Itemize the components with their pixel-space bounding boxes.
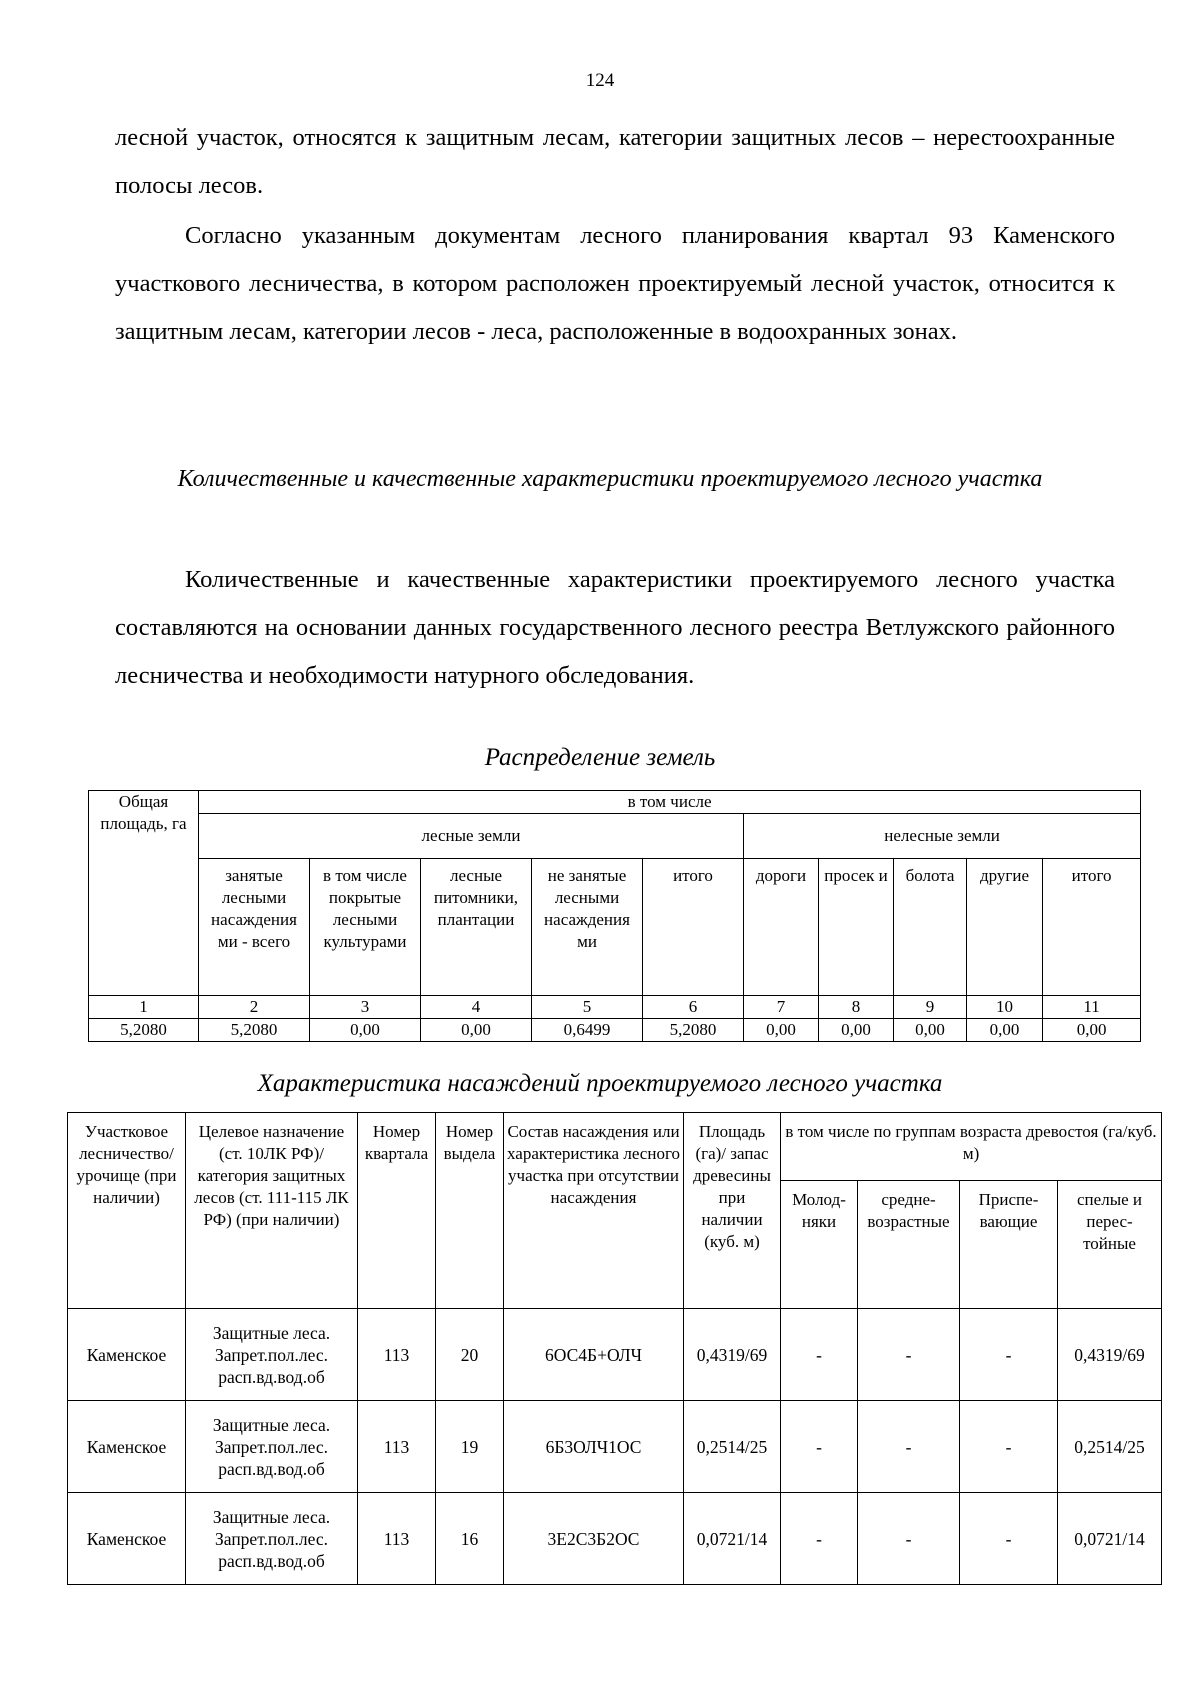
cell-maturing: - — [960, 1309, 1058, 1401]
cell-quarter: 113 — [358, 1493, 436, 1585]
table-row — [68, 1493, 1162, 1585]
cell-purpose: Защитные леса. Запрет.пол.лес. расп.вд.вод.об — [186, 1309, 358, 1401]
value-cell: 5,2080 — [643, 1019, 744, 1042]
table-row — [68, 1309, 1162, 1401]
value-cell: 5,2080 — [89, 1019, 199, 1042]
col-header: лесные питомники, плантации — [421, 859, 532, 996]
cell-quarter: 113 — [358, 1401, 436, 1493]
col-number: 6 — [643, 996, 744, 1019]
cell-maturing: - — [960, 1493, 1058, 1585]
col-number: 9 — [894, 996, 967, 1019]
header-total-area: Общая площадь, га — [89, 791, 199, 996]
header-section: Номер выдела — [436, 1113, 504, 1309]
header-mature: спелые и перес-тойные — [1058, 1181, 1162, 1309]
section-paragraph: Количественные и качественные характеристики проектируемого лесного участка составляются на основании данных государственного лесного реестра Ветлужского районного лесничества и необходимости натурного обследования. — [115, 566, 1115, 689]
table-row — [68, 1401, 1162, 1493]
col-header: в том числе покрытые лесными культурами — [310, 859, 421, 996]
value-cell: 5,2080 — [199, 1019, 310, 1042]
cell-area: 0,2514/25 — [684, 1401, 781, 1493]
cell-mature: 0,4319/69 — [1058, 1309, 1162, 1401]
col-number: 2 — [199, 996, 310, 1019]
header-nonforest-lands: нелесные земли — [744, 814, 1141, 859]
cell-mature: 0,2514/25 — [1058, 1401, 1162, 1493]
cell-area: 0,4319/69 — [684, 1309, 781, 1401]
header-purpose: Целевое назначение (ст. 10ЛК РФ)/ категория защитных лесов (ст. 111-115 ЛК РФ) (при наличии) — [186, 1113, 358, 1309]
col-header: болота — [894, 859, 967, 996]
stand-characteristics-table — [67, 1112, 1162, 1585]
cell-section: 20 — [436, 1309, 504, 1401]
cell-area: 0,0721/14 — [684, 1493, 781, 1585]
cell-forestry: Каменское — [68, 1309, 186, 1401]
col-header: итого — [643, 859, 744, 996]
cell-purpose: Защитные леса. Запрет.пол.лес. расп.вд.вод.об — [186, 1401, 358, 1493]
cell-mature: 0,0721/14 — [1058, 1493, 1162, 1585]
header-including: в том числе — [199, 791, 1141, 814]
value-cell: 0,00 — [1043, 1019, 1141, 1042]
col-header: дороги — [744, 859, 819, 996]
col-number: 10 — [967, 996, 1043, 1019]
cell-young: - — [781, 1493, 858, 1585]
col-number: 7 — [744, 996, 819, 1019]
cell-forestry: Каменское — [68, 1401, 186, 1493]
cell-middle: - — [858, 1309, 960, 1401]
col-number: 1 — [89, 996, 199, 1019]
col-number: 4 — [421, 996, 532, 1019]
cell-middle: - — [858, 1493, 960, 1585]
value-cell: 0,00 — [819, 1019, 894, 1042]
value-cell: 0,00 — [894, 1019, 967, 1042]
col-header: итого — [1043, 859, 1141, 996]
col-header: занятые лесными насаждения ми - всего — [199, 859, 310, 996]
header-maturing: Приспе-вающие — [960, 1181, 1058, 1309]
value-cell: 0,00 — [421, 1019, 532, 1042]
col-header: другие — [967, 859, 1043, 996]
cell-section: 19 — [436, 1401, 504, 1493]
cell-composition: 6Б3ОЛЧ1ОС — [504, 1401, 684, 1493]
header-middle: средне-возрастные — [858, 1181, 960, 1309]
cell-composition: 3Е2С3Б2ОС — [504, 1493, 684, 1585]
stand-table-title: Характеристика насаждений проектируемого лесного участка — [257, 1070, 943, 1097]
col-number: 3 — [310, 996, 421, 1019]
col-number: 5 — [532, 996, 643, 1019]
header-area: Площадь (га)/ запас древесины при наличии (куб. м) — [684, 1113, 781, 1309]
col-number: 11 — [1043, 996, 1141, 1019]
paragraph-1: лесной участок, относятся к защитным лесам, категории защитных лесов – нерестоохранные полосы лесов. — [115, 124, 1115, 199]
header-forestry: Участковое лесничество/ урочище (при наличии) — [68, 1113, 186, 1309]
paragraph-2: Согласно указанным документам лесного планирования квартал 93 Каменского участкового лесничества, в котором расположен проектируемый лесной участок, относится к защитным лесам, категории лесов - леса, расположенные в водоохранных зонах. — [115, 222, 1115, 345]
cell-maturing: - — [960, 1401, 1058, 1493]
header-quarter: Номер квартала — [358, 1113, 436, 1309]
col-number: 8 — [819, 996, 894, 1019]
cell-forestry: Каменское — [68, 1493, 186, 1585]
cell-quarter: 113 — [358, 1309, 436, 1401]
cell-middle: - — [858, 1401, 960, 1493]
cell-section: 16 — [436, 1493, 504, 1585]
cell-young: - — [781, 1401, 858, 1493]
section-title: Количественные и качественные характеристики проектируемого лесного участка — [177, 466, 1043, 492]
land-table-title: Распределение земель — [484, 744, 716, 771]
cell-composition: 6ОС4Б+ОЛЧ — [504, 1309, 684, 1401]
header-young: Молод-няки — [781, 1181, 858, 1309]
value-cell: 0,00 — [310, 1019, 421, 1042]
col-header: не занятые лесными насаждения ми — [532, 859, 643, 996]
header-age-groups: в том числе по группам возраста древостоя (га/куб. м) — [781, 1113, 1162, 1181]
header-forest-lands: лесные земли — [199, 814, 744, 859]
page-number: 124 — [585, 70, 615, 91]
value-cell: 0,00 — [967, 1019, 1043, 1042]
cell-young: - — [781, 1309, 858, 1401]
land-distribution-table — [88, 790, 1141, 1042]
value-cell: 0,00 — [744, 1019, 819, 1042]
cell-purpose: Защитные леса. Запрет.пол.лес. расп.вд.вод.об — [186, 1493, 358, 1585]
header-composition: Состав насаждения или характеристика лесного участка при отсутствии насаждения — [504, 1113, 684, 1309]
value-cell: 0,6499 — [532, 1019, 643, 1042]
col-header: просек и — [819, 859, 894, 996]
